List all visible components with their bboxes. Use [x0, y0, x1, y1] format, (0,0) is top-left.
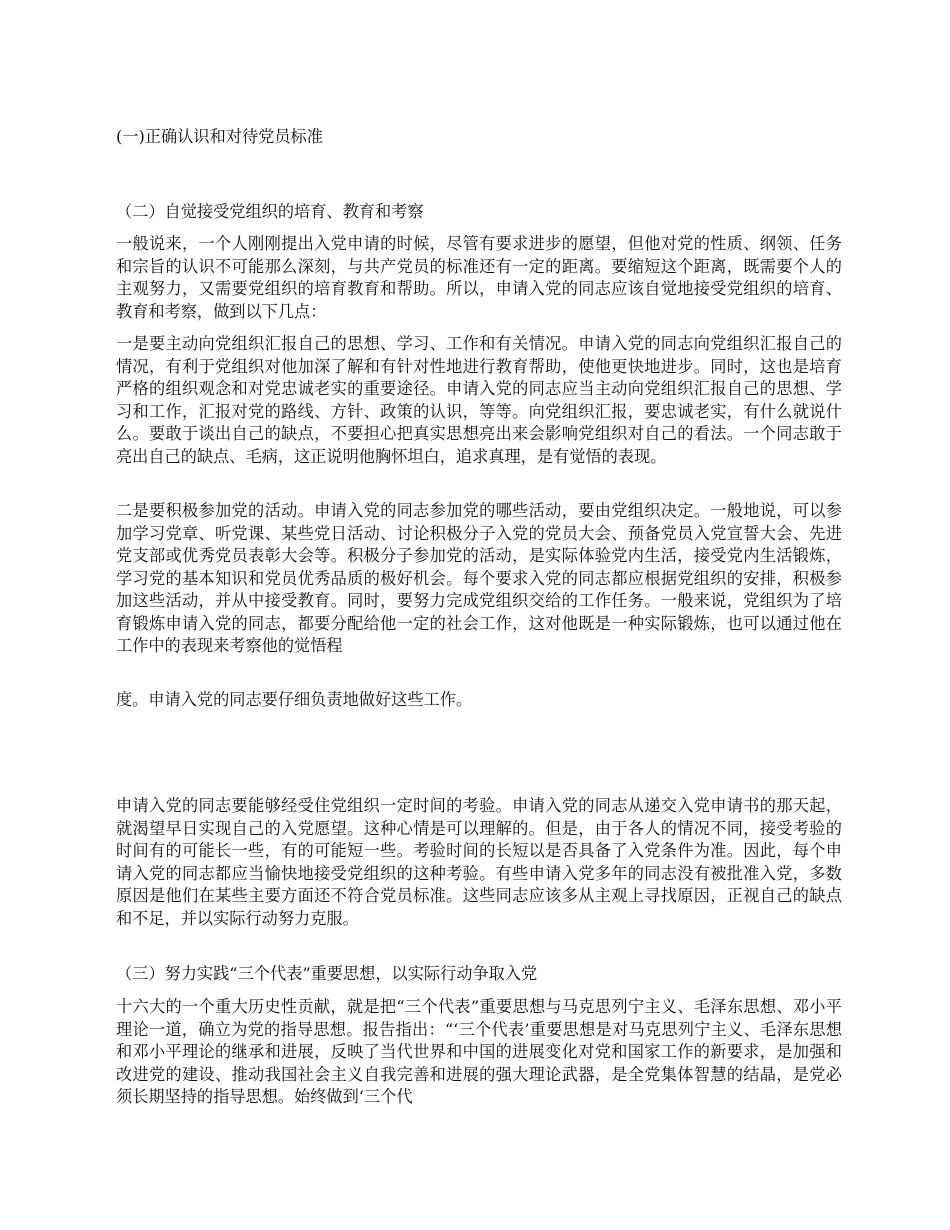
section-heading-1: (一)正确认识和对待党员标准 — [116, 127, 323, 146]
paragraph-three-represents: 十六大的一个重大历史性贡献，就是把“三个代表”重要思想与马克思列宁主义、毛泽东思想、邓小平理论一道，确立为党的指导思想。报告指出：“‘三个代表’重要思想是对马克思列宁主义、毛泽东思想和邓小平理论的继承和进展，反映了当代世界和中国的进展变化对党和国家工作的新要求，是加强和改进党的建设、推动我国社会主义自我完善和进展的强大理论武器，是全党集体智慧的结晶，是党必须长期坚持的指导思想。始终做到‘三个代 — [116, 997, 842, 1106]
section-heading-2: （二）自觉接受党组织的培育、教育和考察 — [116, 202, 424, 221]
paragraph-point-two-continued: 度。申请入党的同志要仔细负责地做好这些工作。 — [116, 690, 473, 709]
section-heading-3: （三）努力实践“三个代表”重要思想，以实际行动争取入党 — [116, 964, 538, 983]
paragraph-point-three: 申请入党的同志要能够经受住党组织一定时间的考验。申请入党的同志从递交入党申请书的那天起，就渴望早日实现自己的入党愿望。这种心情是可以理解的。但是，由于各人的情况不同，接受考验的时间有的可能长一些，有的可能短一些。考验时间的长短以是否具备了入党条件为准。因此，每个申请入党的同志都应当愉快地接受党组织的这种考验。有些申请入党多年的同志没有被批准入党，多数原因是他们在某些主要方面还不符合党员标准。这些同志应该多从主观上寻找原因，正视自己的缺点和不足，并以实际行动努力克服。 — [116, 796, 842, 928]
paragraph-point-one: 一是要主动向党组织汇报自己的思想、学习、工作和有关情况。申请入党的同志向党组织汇报自己的情况，有利于党组织对他加深了解和有针对性地进行教育帮助，使他更快地进步。同时，这也是培育严格的组织观念和对党忠诚老实的重要途径。申请入党的同志应当主动向党组织汇报自己的思想、学习和工作，汇报对党的路线、方针、政策的认识，等等。向党组织汇报，要忠诚老实，有什么就说什么。要敢于谈出自己的缺点，不要担心把真实思想亮出来会影响党组织对自己的看法。一个同志敢于亮出自己的缺点、毛病，这正说明他胸怀坦白，追求真理，是有觉悟的表现。 — [116, 334, 842, 466]
paragraph-intro: 一般说来，一个人刚刚提出入党申请的时候，尽管有要求进步的愿望，但他对党的性质、纲领、任务和宗旨的认识不可能那么深刻，与共产党员的标准还有一定的距离。要缩短这个距离，既需要个人的主观努力，又需要党组织的培育教育和帮助。所以，申请入党的同志应该自觉地接受党组织的培育、教育和考察，做到以下几点： — [116, 234, 842, 321]
document-page — [116, 0, 842, 1230]
paragraph-point-two: 二是要积极参加党的活动。申请入党的同志参加党的哪些活动，要由党组织决定。一般地说，可以参加学习党章、听党课、某些党日活动、讨论积极分子入党的党员大会、预备党员入党宣誓大会、先进党支部或优秀党员表彰大会等。积极分子参加党的活动，是实际体验党内生活，接受党内生活锻炼，学习党的基本知识和党员优秀品质的极好机会。每个要求入党的同志都应根据党组织的安排，积极参加这些活动，并从中接受教育。同时，要努力完成党组织交给的工作任务。一般来说，党组织为了培育锻炼申请入党的同志，都要分配给他一定的社会工作，这对他既是一种实际锻炼，也可以通过他在工作中的表现来考察他的觉悟程 — [116, 501, 842, 655]
